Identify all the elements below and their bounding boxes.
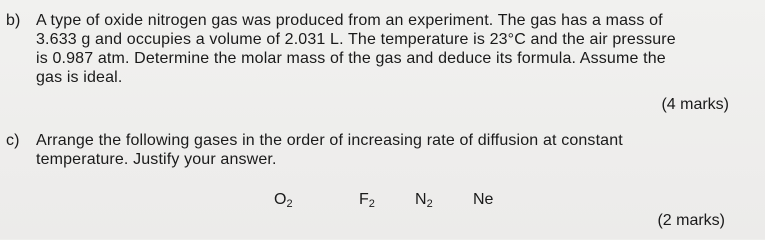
gas-f2-symbol: F (359, 191, 369, 208)
gas-n2 (415, 190, 433, 209)
question-c-line-2: temperature. Justify your answer. (36, 151, 277, 168)
gas-f2-subscript: 2 (368, 198, 375, 210)
question-b-label: b) (6, 12, 21, 29)
question-c-line-1: Arrange the following gases in the order of increasing rate of diffusion at constant (36, 132, 623, 149)
question-c-marks: (2 marks) (657, 212, 725, 229)
question-b-line-4: gas is ideal. (36, 69, 123, 86)
question-b-line-3: is 0.987 atm. Determine the molar mass of the gas and deduce its formula. Assume the (36, 50, 666, 67)
gas-n2-subscript: 2 (426, 198, 433, 210)
question-c-text (36, 131, 730, 169)
question-c-label: c) (6, 132, 20, 149)
question-b-text (36, 11, 730, 87)
gas-n2-symbol: N (415, 191, 427, 208)
gas-o2-symbol: O (274, 191, 287, 208)
question-b-marks: (4 marks) (661, 96, 729, 113)
gas-o2-subscript: 2 (286, 198, 293, 210)
question-b-line-1: A type of oxide nitrogen gas was produced from an experiment. The gas has a mass of (36, 12, 663, 29)
gas-o2 (274, 190, 293, 209)
gas-ne (473, 190, 493, 209)
gas-f2 (359, 190, 375, 209)
question-b-line-2: 3.633 g and occupies a volume of 2.031 L. The temperature is 23°C and the air pressure (36, 31, 676, 48)
gas-ne-symbol: Ne (473, 191, 494, 208)
